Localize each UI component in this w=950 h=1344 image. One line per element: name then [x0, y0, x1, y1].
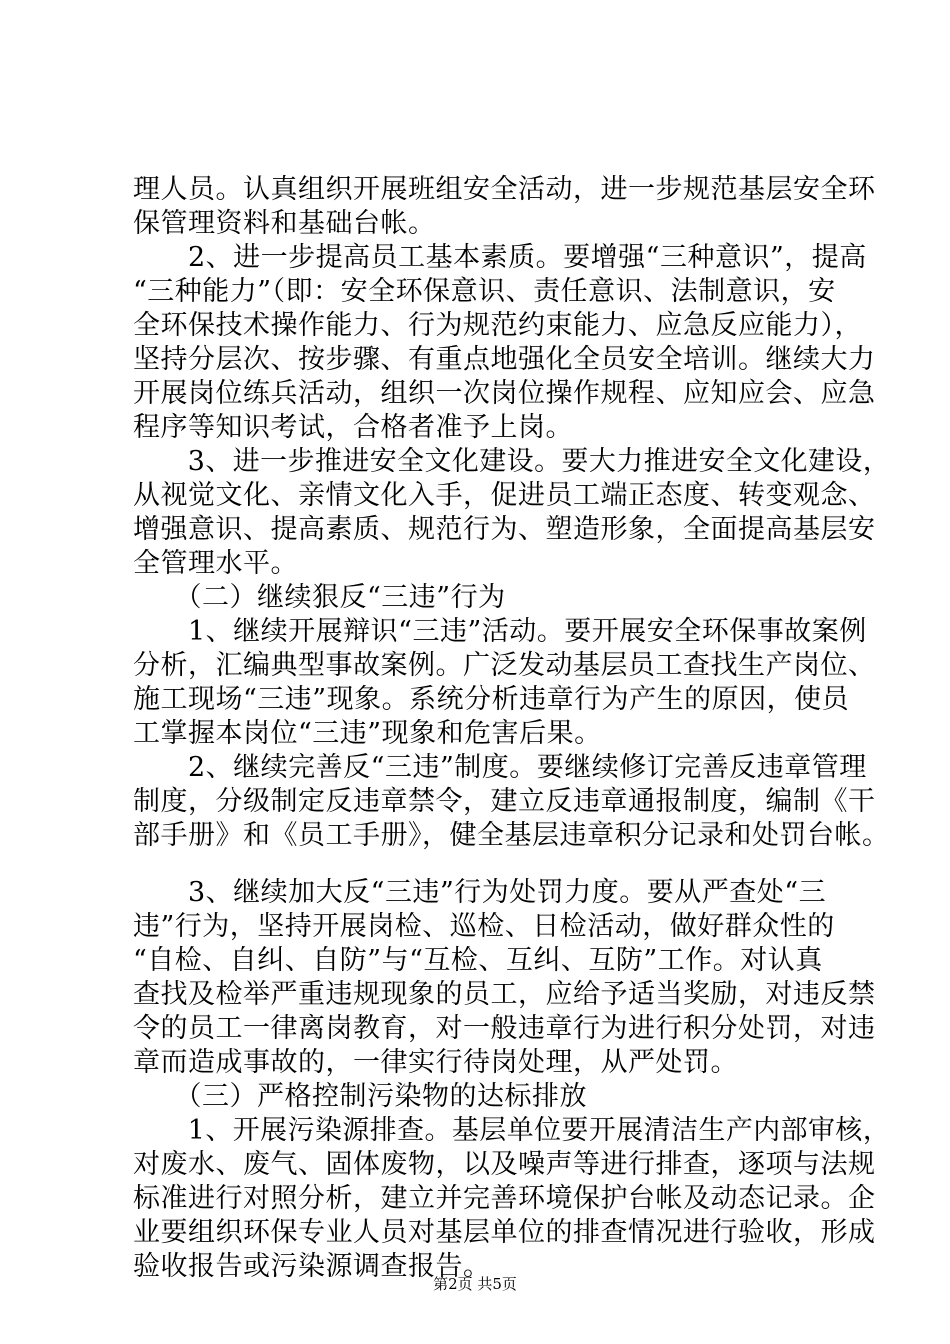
text-line: 全管理水平。 — [133, 548, 298, 579]
text-line: 查找及检举严重违规现象的员工，应给予适当奖励，对违反禁 — [133, 979, 876, 1010]
text-line: 验收报告或污染源调查报告。 — [133, 1251, 491, 1282]
text-line: 标准进行对照分析，建立并完善环境保护台帐及动态记录。企 — [133, 1183, 876, 1214]
text-line: 从视觉文化、亲情文化入手，促进员工端正态度、转变观念、 — [133, 480, 876, 511]
text-line: 3、继续加大反“三违”行为处罚力度。要从严查处“三 — [133, 877, 827, 908]
text-line: （三）严格控制污染物的达标排放 — [133, 1081, 587, 1112]
text-line: 程序等知识考试，合格者准予上岗。 — [133, 412, 573, 443]
text-line: “三种能力”（即：安全环保意识、责任意识、法制意识，安 — [133, 276, 836, 307]
text-line: 2、继续完善反“三违”制度。要继续修订完善反违章管理 — [133, 752, 867, 783]
text-line: 1、开展污染源排查。基层单位要开展清洁生产内部审核， — [133, 1115, 891, 1146]
text-line: 对废水、废气、固体废物，以及噪声等进行排查，逐项与法规 — [133, 1149, 876, 1180]
text-line: 3、进一步推进安全文化建设。要大力推进安全文化建设， — [133, 446, 891, 477]
text-line: 2、进一步提高员工基本素质。要增强“三种意识”，提高 — [133, 242, 867, 273]
text-line: 1、继续开展辩识“三违”活动。要开展安全环保事故案例 — [133, 616, 867, 647]
text-line: 保管理资料和基础台帐。 — [133, 208, 436, 239]
text-line: 开展岗位练兵活动，组织一次岗位操作规程、应知应会、应急 — [133, 378, 876, 409]
text-line: 违”行为，坚持开展岗检、巡检、日检活动，做好群众性的 — [133, 911, 835, 942]
text-line: 工掌握本岗位“三违”现象和危害后果。 — [133, 718, 602, 749]
text-line: 坚持分层次、按步骤、有重点地强化全员安全培训。继续大力 — [133, 344, 876, 375]
text-line: 制度，分级制定反违章禁令，建立反违章通报制度，编制《干 — [133, 786, 876, 817]
text-line: （二）继续狠反“三违”行为 — [133, 582, 506, 613]
text-line: 部手册》和《员工手册》，健全基层违章积分记录和处罚台帐。 — [133, 820, 890, 851]
text-line: 分析，汇编典型事故案例。广泛发动基层员工查找生产岗位、 — [133, 650, 876, 681]
text-line: “自检、自纠、自防”与“互检、互纠、互防”工作。对认真 — [133, 945, 823, 976]
text-line: 全环保技术操作能力、行为规范约束能力、应急反应能力）， — [133, 310, 862, 341]
text-line: 业要组织环保专业人员对基层单位的排查情况进行验收，形成 — [133, 1217, 876, 1248]
text-line: 增强意识、提高素质、规范行为、塑造形象，全面提高基层安 — [133, 514, 876, 545]
text-line: 令的员工一律离岗教育，对一般违章行为进行积分处罚，对违 — [133, 1013, 876, 1044]
text-line: 施工现场“三违”现象。系统分析违章行为产生的原因，使员 — [133, 684, 850, 715]
text-line: 章而造成事故的，一律实行待岗处理，从严处罚。 — [133, 1047, 738, 1078]
text-line: 理人员。认真组织开展班组安全活动，进一步规范基层安全环 — [133, 174, 876, 205]
page-footer: 第2页 共5页 — [433, 1275, 517, 1293]
